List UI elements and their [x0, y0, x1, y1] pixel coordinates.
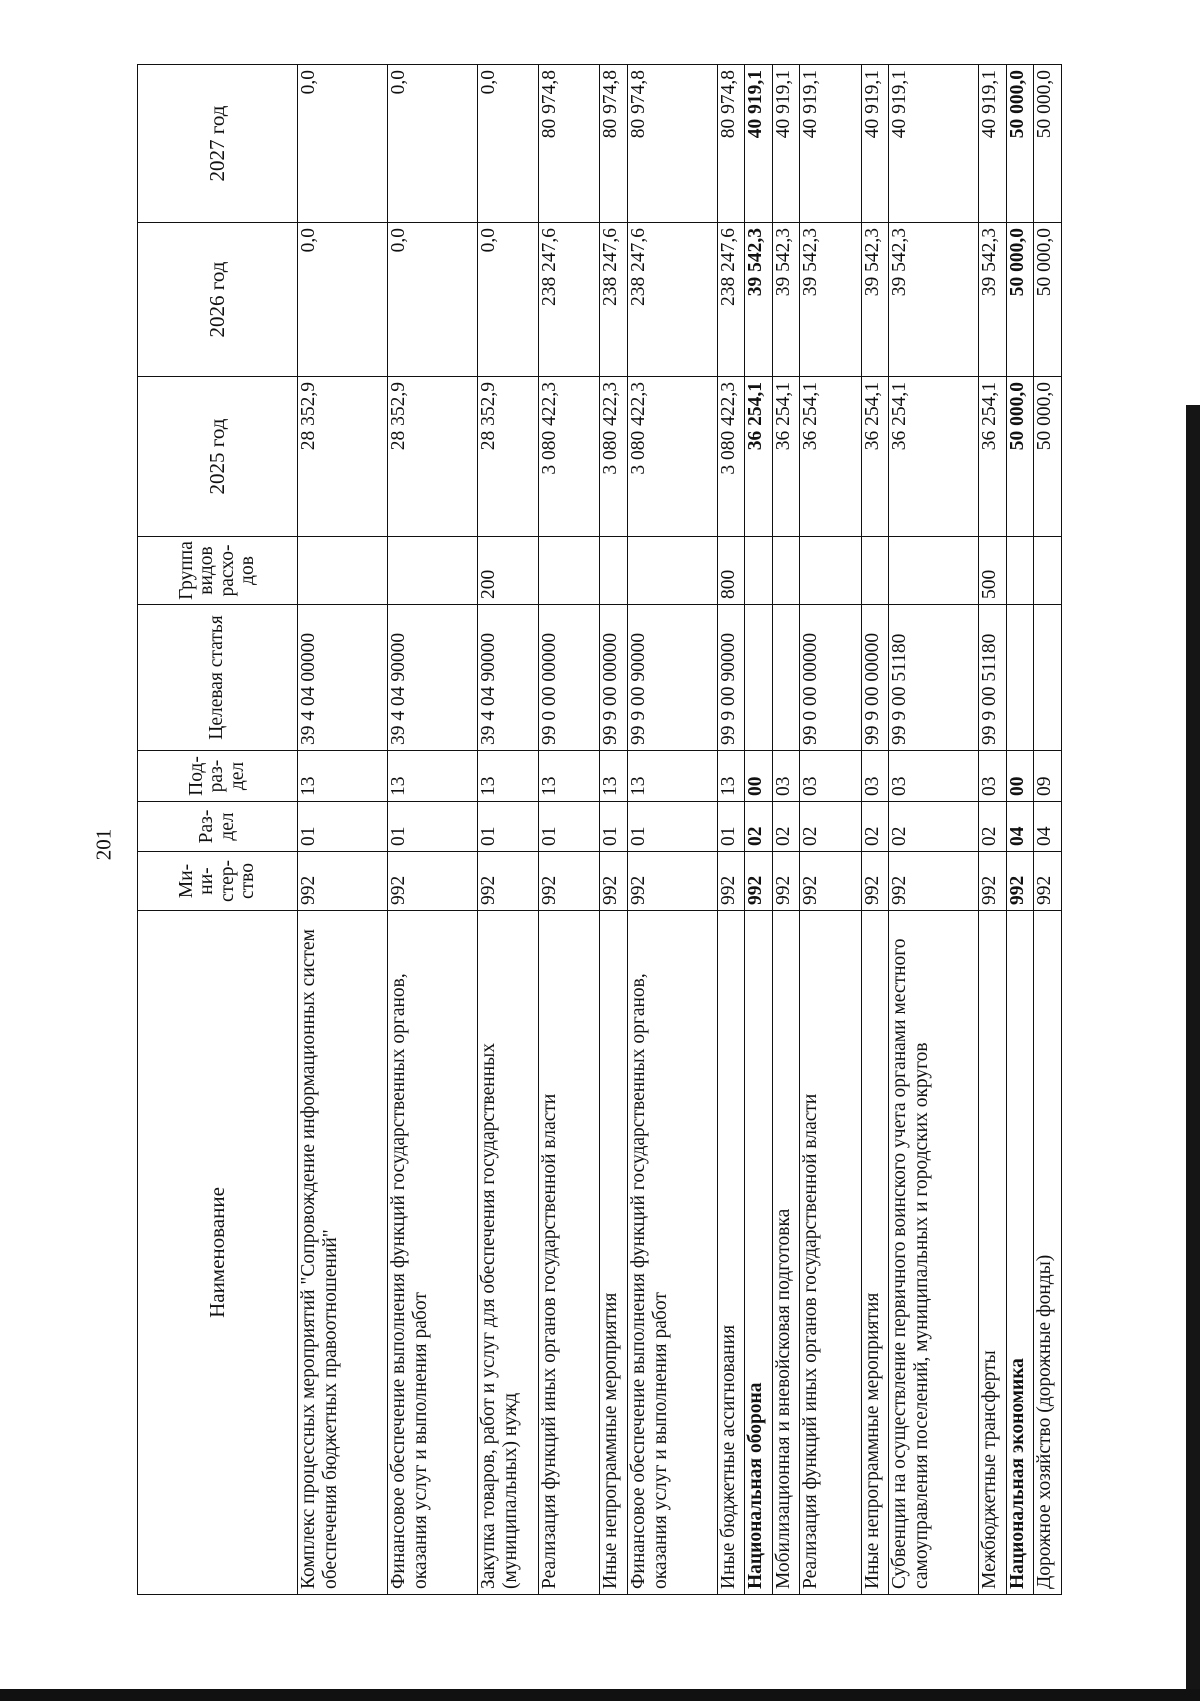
- row-2026: 50 000,0: [1034, 223, 1062, 377]
- row-2025: 28 352,9: [387, 377, 477, 537]
- row-2026: 238 247,6: [600, 223, 628, 377]
- header-target: Целевая статья: [138, 605, 298, 751]
- row-name: Национальная оборона: [745, 911, 773, 1595]
- row-expense-group: 500: [979, 537, 1007, 605]
- row-2026: 238 247,6: [717, 223, 745, 377]
- row-target: 99 9 00 00000: [861, 605, 889, 751]
- row-target: [1034, 605, 1062, 751]
- row-2027: 80 974,8: [539, 65, 600, 223]
- row-section: 01: [717, 802, 745, 852]
- row-name: Мобилизационная и вневойсковая подготовка: [772, 911, 800, 1595]
- row-name: Субвенции на осуществление первичного воинского учета органами местного самоуправления поселений, муниципальных и городских округов: [889, 911, 979, 1595]
- row-2025: 36 254,1: [745, 377, 773, 537]
- row-expense-group: 800: [717, 537, 745, 605]
- row-name: Дорожное хозяйство (дорожные фонды): [1034, 911, 1062, 1595]
- row-target: 39 4 04 00000: [298, 605, 388, 751]
- row-ministry: 992: [800, 852, 861, 911]
- row-2025: 3 080 422,3: [717, 377, 745, 537]
- row-ministry: 992: [717, 852, 745, 911]
- row-expense-group: [387, 537, 477, 605]
- table-row: [539, 65, 600, 1595]
- row-2025: 36 254,1: [861, 377, 889, 537]
- row-subsection: 00: [745, 751, 773, 802]
- row-2027: 50 000,0: [1006, 65, 1034, 223]
- row-2025: 28 352,9: [477, 377, 538, 537]
- table-row: [745, 65, 773, 1595]
- row-name: Национальная экономика: [1006, 911, 1034, 1595]
- header-section: Раз-дел: [138, 802, 298, 852]
- row-expense-group: [539, 537, 600, 605]
- table-row: [600, 65, 628, 1595]
- row-section: 02: [800, 802, 861, 852]
- row-section: 02: [861, 802, 889, 852]
- row-ministry: 992: [539, 852, 600, 911]
- row-target: 39 4 04 90000: [477, 605, 538, 751]
- row-expense-group: [861, 537, 889, 605]
- row-ministry: 992: [1006, 852, 1034, 911]
- row-target: 99 0 00 00000: [800, 605, 861, 751]
- row-section: 01: [477, 802, 538, 852]
- row-target: [745, 605, 773, 751]
- row-section: 01: [627, 802, 717, 852]
- row-subsection: 03: [861, 751, 889, 802]
- row-subsection: 03: [979, 751, 1007, 802]
- row-2026: 0,0: [477, 223, 538, 377]
- row-section: 01: [539, 802, 600, 852]
- row-subsection: 13: [298, 751, 388, 802]
- row-2026: 39 542,3: [979, 223, 1007, 377]
- row-target: 99 9 00 90000: [717, 605, 745, 751]
- row-2027: 80 974,8: [717, 65, 745, 223]
- table-row: [979, 65, 1007, 1595]
- row-subsection: 03: [800, 751, 861, 802]
- scan-edge-bottom: [0, 1689, 1200, 1701]
- row-section: 01: [600, 802, 628, 852]
- row-section: 04: [1006, 802, 1034, 852]
- scan-edge-right-blank: [1183, 0, 1200, 405]
- row-2025: 3 080 422,3: [539, 377, 600, 537]
- row-subsection: 00: [1006, 751, 1034, 802]
- row-2025: 3 080 422,3: [600, 377, 628, 537]
- row-name: Иные непрограммные мероприятия: [861, 911, 889, 1595]
- row-subsection: 13: [477, 751, 538, 802]
- row-name: Реализация функций иных органов государственной власти: [800, 911, 861, 1595]
- header-ministry: Ми-ни-стер-ство: [138, 852, 298, 911]
- row-ministry: 992: [1034, 852, 1062, 911]
- row-ministry: 992: [387, 852, 477, 911]
- table-row: [1034, 65, 1062, 1595]
- row-subsection: 13: [387, 751, 477, 802]
- row-2027: 40 919,1: [979, 65, 1007, 223]
- table-body: [298, 65, 1062, 1595]
- row-ministry: 992: [889, 852, 979, 911]
- row-section: 02: [772, 802, 800, 852]
- row-expense-group: [889, 537, 979, 605]
- row-subsection: 13: [600, 751, 628, 802]
- row-name: Иные непрограммные мероприятия: [600, 911, 628, 1595]
- row-target: 99 0 00 00000: [539, 605, 600, 751]
- row-target: 39 4 04 90000: [387, 605, 477, 751]
- row-2027: 50 000,0: [1034, 65, 1062, 223]
- row-subsection: 03: [772, 751, 800, 802]
- row-section: 02: [745, 802, 773, 852]
- table-row: [772, 65, 800, 1595]
- row-2026: 39 542,3: [861, 223, 889, 377]
- row-2026: 0,0: [387, 223, 477, 377]
- row-subsection: 13: [539, 751, 600, 802]
- row-section: 01: [298, 802, 388, 852]
- row-2025: 50 000,0: [1034, 377, 1062, 537]
- table-row: [800, 65, 861, 1595]
- row-name: Межбюджетные трансферты: [979, 911, 1007, 1595]
- page-number: 201: [91, 828, 116, 861]
- row-expense-group: [745, 537, 773, 605]
- row-target: [772, 605, 800, 751]
- row-subsection: 13: [627, 751, 717, 802]
- row-2025: 28 352,9: [298, 377, 388, 537]
- row-target: 99 9 00 90000: [627, 605, 717, 751]
- table-row: [1006, 65, 1034, 1595]
- row-name: Финансовое обеспечение выполнения функций государственных органов, оказания услуг и выполнения работ: [387, 911, 477, 1595]
- table-row: [627, 65, 717, 1595]
- header-name: Наименование: [138, 911, 298, 1595]
- row-2025: 3 080 422,3: [627, 377, 717, 537]
- table-row: [717, 65, 745, 1595]
- row-2026: 50 000,0: [1006, 223, 1034, 377]
- row-2026: 39 542,3: [745, 223, 773, 377]
- row-2027: 40 919,1: [772, 65, 800, 223]
- row-2026: 238 247,6: [539, 223, 600, 377]
- row-expense-group: [800, 537, 861, 605]
- row-subsection: 09: [1034, 751, 1062, 802]
- row-2025: 36 254,1: [800, 377, 861, 537]
- row-ministry: 992: [861, 852, 889, 911]
- rotated-table-container: [137, 65, 1062, 1595]
- header-2025: 2025 год: [138, 377, 298, 537]
- row-target: 99 9 00 51180: [979, 605, 1007, 751]
- row-name: Комплекс процессных мероприятий "Сопровождение информационных систем обеспечения бюджетных правоотношений": [298, 911, 388, 1595]
- row-expense-group: [627, 537, 717, 605]
- row-name: Иные бюджетные ассигнования: [717, 911, 745, 1595]
- row-2025: 36 254,1: [889, 377, 979, 537]
- row-2027: 0,0: [477, 65, 538, 223]
- row-expense-group: [600, 537, 628, 605]
- row-ministry: 992: [772, 852, 800, 911]
- row-name: Финансовое обеспечение выполнения функций государственных органов, оказания услуг и выполнения работ: [627, 911, 717, 1595]
- row-section: 04: [1034, 802, 1062, 852]
- row-name: Реализация функций иных органов государственной власти: [539, 911, 600, 1595]
- header-expense-group: Группа видов расхо-дов: [138, 537, 298, 605]
- row-name: Закупка товаров, работ и услуг для обеспечения государственных (муниципальных) нужд: [477, 911, 538, 1595]
- row-section: 02: [979, 802, 1007, 852]
- row-subsection: 13: [717, 751, 745, 802]
- row-ministry: 992: [477, 852, 538, 911]
- row-section: 01: [387, 802, 477, 852]
- row-2027: 40 919,1: [889, 65, 979, 223]
- table-header-row: [138, 65, 298, 1595]
- table-row: [889, 65, 979, 1595]
- row-expense-group: [1006, 537, 1034, 605]
- row-expense-group: [298, 537, 388, 605]
- row-target: 99 9 00 51180: [889, 605, 979, 751]
- row-2027: 80 974,8: [627, 65, 717, 223]
- row-2025: 50 000,0: [1006, 377, 1034, 537]
- row-target: 99 9 00 00000: [600, 605, 628, 751]
- table-row: [477, 65, 538, 1595]
- budget-table: [137, 64, 1062, 1595]
- row-ministry: 992: [298, 852, 388, 911]
- row-section: 02: [889, 802, 979, 852]
- header-2026: 2026 год: [138, 223, 298, 377]
- row-2026: 39 542,3: [889, 223, 979, 377]
- header-subsection: Под-раз-дел: [138, 751, 298, 802]
- row-2026: 39 542,3: [800, 223, 861, 377]
- row-expense-group: 200: [477, 537, 538, 605]
- row-ministry: 992: [745, 852, 773, 911]
- row-expense-group: [1034, 537, 1062, 605]
- header-2027: 2027 год: [138, 65, 298, 223]
- row-2026: 238 247,6: [627, 223, 717, 377]
- row-2027: 0,0: [387, 65, 477, 223]
- row-2027: 40 919,1: [800, 65, 861, 223]
- row-target: [1006, 605, 1034, 751]
- table-row: [861, 65, 889, 1595]
- row-2025: 36 254,1: [772, 377, 800, 537]
- row-ministry: 992: [600, 852, 628, 911]
- row-expense-group: [772, 537, 800, 605]
- row-2025: 36 254,1: [979, 377, 1007, 537]
- row-subsection: 03: [889, 751, 979, 802]
- row-2026: 0,0: [298, 223, 388, 377]
- table-row: [298, 65, 388, 1595]
- row-2027: 40 919,1: [745, 65, 773, 223]
- row-2027: 0,0: [298, 65, 388, 223]
- row-ministry: 992: [979, 852, 1007, 911]
- row-ministry: 992: [627, 852, 717, 911]
- row-2027: 40 919,1: [861, 65, 889, 223]
- table-row: [387, 65, 477, 1595]
- row-2026: 39 542,3: [772, 223, 800, 377]
- row-2027: 80 974,8: [600, 65, 628, 223]
